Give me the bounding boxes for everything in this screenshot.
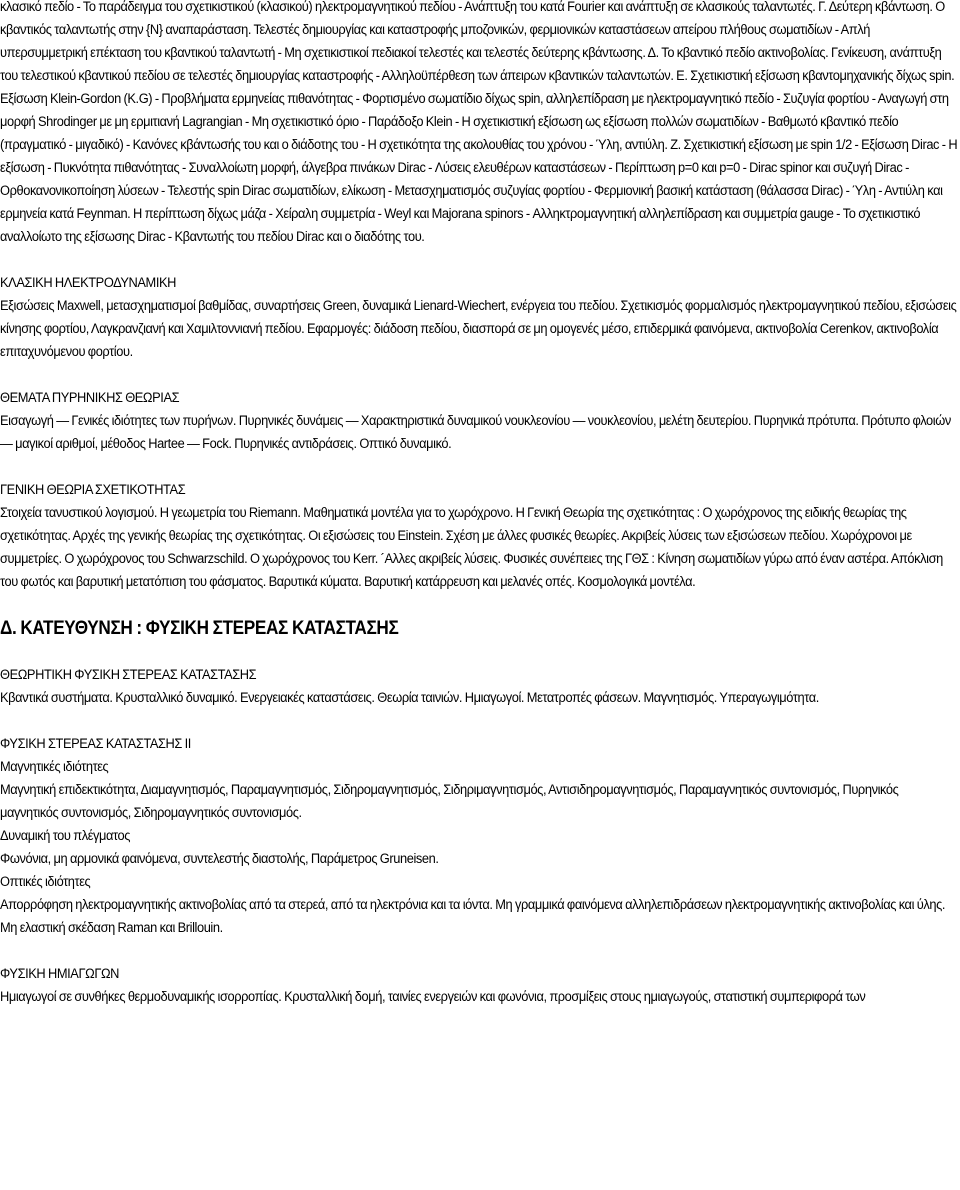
section-title-classical-electrodynamics: ΚΛΑΣΙΚΗ ΗΛΕΚΤΡΟΔΥΝΑΜΙΚΗ [0,275,177,291]
section-text-nuclear-theory: Εισαγωγή — Γενικές ιδιότητες των πυρήνων. Πυρηνικές δυνάμεις — Χαρακτηριστικά δυναμικού νουκλεονίου — νουκλεονίου, μελέτη δευτερίου. Πυρηνικά πρότυπα. Πρότυπο φλοιών — μαγικοί αριθμοί, μέθοδος Hartee — Fock. Πυρηνικές αντιδράσεις. Οπτικό δυναμικό. [0,413,951,452]
section-text-classical-electrodynamics: Εξισώσεις Maxwell, μετασχηματισμοί βαθμίδας, συναρτήσεις Green, δυναμικά Lienard-Wiechert, ενέργεια του πεδίου. Σχετικισμός φορμαλισμός ηλεκτρομαγνητικού πεδίου, εξισώσεις κίνησης φορτίου, Λαγκρανζιανή και Χαμιλτοννιανή πεδίου. Εφαρμογές: διάδοση πεδίου, διασπορά σε μη ομογενές μέσο, επιδερμικά φαινόμενα, ακτινοβολία Cerenkov, ακτινοβολία επιταχυνόμενου φορτίου. [0,298,957,360]
subsection-title-optical: Οπτικές ιδιότητες [0,874,91,890]
spacer [0,710,959,733]
spacer [0,364,959,387]
subsection-title-magnetic: Μαγνητικές ιδιότητες [0,759,109,775]
spacer [0,594,959,616]
section-text-semiconductors: Ημιαγωγοί σε συνθήκες θερμοδυναμικής ισορροπίας. Κρυσταλλική δομή, ταινίες ενεργειών και φωνόνια, προσμίξεις στους ημιαγωγούς, στατιστική συμπεριφορά των [0,989,866,1005]
section-text-theoretical-solid-state: Κβαντικά συστήματα. Κρυσταλλικό δυναμικό. Ενεργειακές καταστάσεις. Θεωρία ταινιών. Ημιαγωγοί. Μετατροπές φάσεων. Μαγνητισμός. Υπεραγωγιμότητα. [0,690,819,706]
spacer [0,456,959,479]
section-title-nuclear-theory: ΘΕΜΑΤΑ ΠΥΡΗΝΙΚΗΣ ΘΕΩΡΙΑΣ [0,390,180,406]
spacer [0,249,959,272]
section-title-theoretical-solid-state: ΘΕΩΡΗΤΙΚΗ ΦΥΣΙΚΗ ΣΤΕΡΕΑΣ ΚΑΤΑΣΤΑΣΗΣ [0,667,257,683]
subsection-text-optical: Απορρόφηση ηλεκτρομαγνητικής ακτινοβολίας από τα στερεά, από τα ηλεκτρόνια και τα ιόντα. Μη γραμμικά φαινόμενα αλληλεπιδράσεων ηλεκτρομαγνητικής ακτινοβολίας και ύλης. Μη ελαστική σκέδαση Raman και Brillouin. [0,897,946,936]
intro-paragraph: κλασικό πεδίο - Το παράδειγμα του σχετικιστικού (κλασικού) ηλεκτρομαγνητικού πεδίου - Ανάπτυξη του κατά Fourier και ανάπτυξη σε κλασικούς ταλαντωτές. Γ. Δεύτερη κβάντωση. Ο κβαντικός ταλαντωτής στην {N} αναπαράσταση. Τελεστές δημιουργίας και καταστροφής μποζονικών, φερμιονικών καταστάσεων απείρου πλήθους σωματιδίων - Απλή υπερσυμμετρική επέκταση του κβαντικού ταλαντωτή - Μη σχετικιστικοί πεδιακοί τελεστές και τελεστές δεύτερης κβάντωσης. Δ. Το κβαντικό πεδίο ακτινοβολίας. Γενίκευση, ανάπτυξη του τελεστικού κβαντικού πεδίου σε τελεστές δημιουργίας καταστροφής - Αλληλοϋπέρθεση των άπειρων κβαντικών ταλαντωτών. Ε. Σχετικιστική εξίσωση κβαντομηχανικής δίχως spin. Εξίσωση Klein-Gordon (K.G) - Προβλήματα ερμηνείας πιθανότητας - Φορτισμένο σωματίδιο δίχως spin, αλληλεπίδραση με ηλεκτρομαγνητικό πεδίο - Συζυγία φορτίου - Αναγωγή στη μορφή Shrodinger με μη ερμιτιανή Lagrangian - Μη σχετικιστικό όριο - Παράδοξο Klein - Η σχετικιστική εξίσωση ως εξίσωση πολλών σωματιδίων - Βαθμωτό κβαντικό πεδίο (πραγματικό - μιγαδικό) - Κανόνες κβάντωσής του και ο διάδοτης του - Η σχετικότητα της ακολουθίας του χρόνου - Ύλη, αντιύλη. Ζ. Σχετικιστική εξίσωση με spin 1/2 - Εξίσωση Dirac - Η εξίσωση - Πυκνότητα πιθανότητας - Συναλλοίωτη μορφή, άλγεβρα πινάκων Dirac - Λύσεις ελευθέρων καταστάσεων - Περίπτωση p=0 και p=0 - Dirac spinor και συζυγή Dirac - Ορθοκανονικοποίηση λύσεων - Τελεστής spin Dirac σωματιδίων, ελίκωση - Μετασχηματισμός συζυγίας φορτίου - Φερμιονική βασική κατάσταση (θάλασσα Dirac) - Ύλη - Αντιύλη και ερμηνεία κατά Feynman. Η περίπτωση δίχως μάζα - Χείραλη συμμετρία - Weyl και Majorana spinors - Αλληκτρομαγνητική αλληλεπίδραση και συμμετρία gauge - Το σχετικιστικό αναλλοίωτο της εξίσωσης Dirac - Κβαντωτής του πεδίου Dirac και ο διαδότης του. [0,0,958,245]
section-title-semiconductors: ΦΥΣΙΚΗ ΗΜΙΑΓΩΓΩΝ [0,966,120,982]
subsection-text-lattice: Φωνόνια, μη αρμονικά φαινόμενα, συντελεστής διαστολής, Παράμετρος Gruneisen. [0,851,439,867]
section-title-solid-state-2: ΦΥΣΙΚΗ ΣΤΕΡΕΑΣ ΚΑΤΑΣΤΑΣΗΣ ΙΙ [0,736,191,752]
spacer [0,940,959,963]
subsection-title-lattice: Δυναμική του πλέγματος [0,828,131,844]
section-text-general-relativity: Στοιχεία τανυστικού λογισμού. Η γεωμετρία του Riemann. Μαθηματικά μοντέλα για το χωρόχρονο. Η Γενική Θεωρία της σχετικότητας : Ο χωρόχρονος της ειδικής θεωρίας της σχετικότητας. Αρχές της γενικής θεωρίας της σχετικότητας. Οι εξισώσεις του Einstein. Σχέση με άλλες φυσικές θεωρίες. Ακριβείς λύσεις των εξισώσεων πεδίου. Χωρόχρονοι με συμμετρίες. Ο χωρόχρονος του Schwarzschild. Ο χωρόχρονος του Kerr. ´Αλλες ακριβείς λύσεις. Φυσικές συνέπειες της ΓΘΣ : Κίνηση σωματιδίων γύρω από έναν αστέρα. Απόκλιση του φωτός και βαρυτική μετατόπιση του φάσματος. Βαρυτικά κύματα. Βαρυτική κατάρρευση και μελανές οπές. Κοσμολογικά μοντέλα. [0,505,943,590]
spacer [0,642,959,664]
section-title-general-relativity: ΓΕΝΙΚΗ ΘΕΩΡΙΑ ΣΧΕΤΙΚΟΤΗΤΑΣ [0,482,186,498]
subsection-text-magnetic: Μαγνητική επιδεκτικότητα, Διαμαγνητισμός, Παραμαγνητισμός, Σιδηρομαγνητισμός, Σιδηριμαγνητισμός, Αντισιδηρομαγνητισμός, Παραμαγνητικός συντονισμός, Πυρηνικός μαγνητικός συντονισμός, Σιδηρομαγνητικός συντονισμός. [0,782,899,821]
direction-heading: Δ. ΚΑΤΕΥΘΥΝΣΗ : ΦΥΣΙΚΗ ΣΤΕΡΕΑΣ ΚΑΤΑΣΤΑΣΗΣ [0,618,399,639]
